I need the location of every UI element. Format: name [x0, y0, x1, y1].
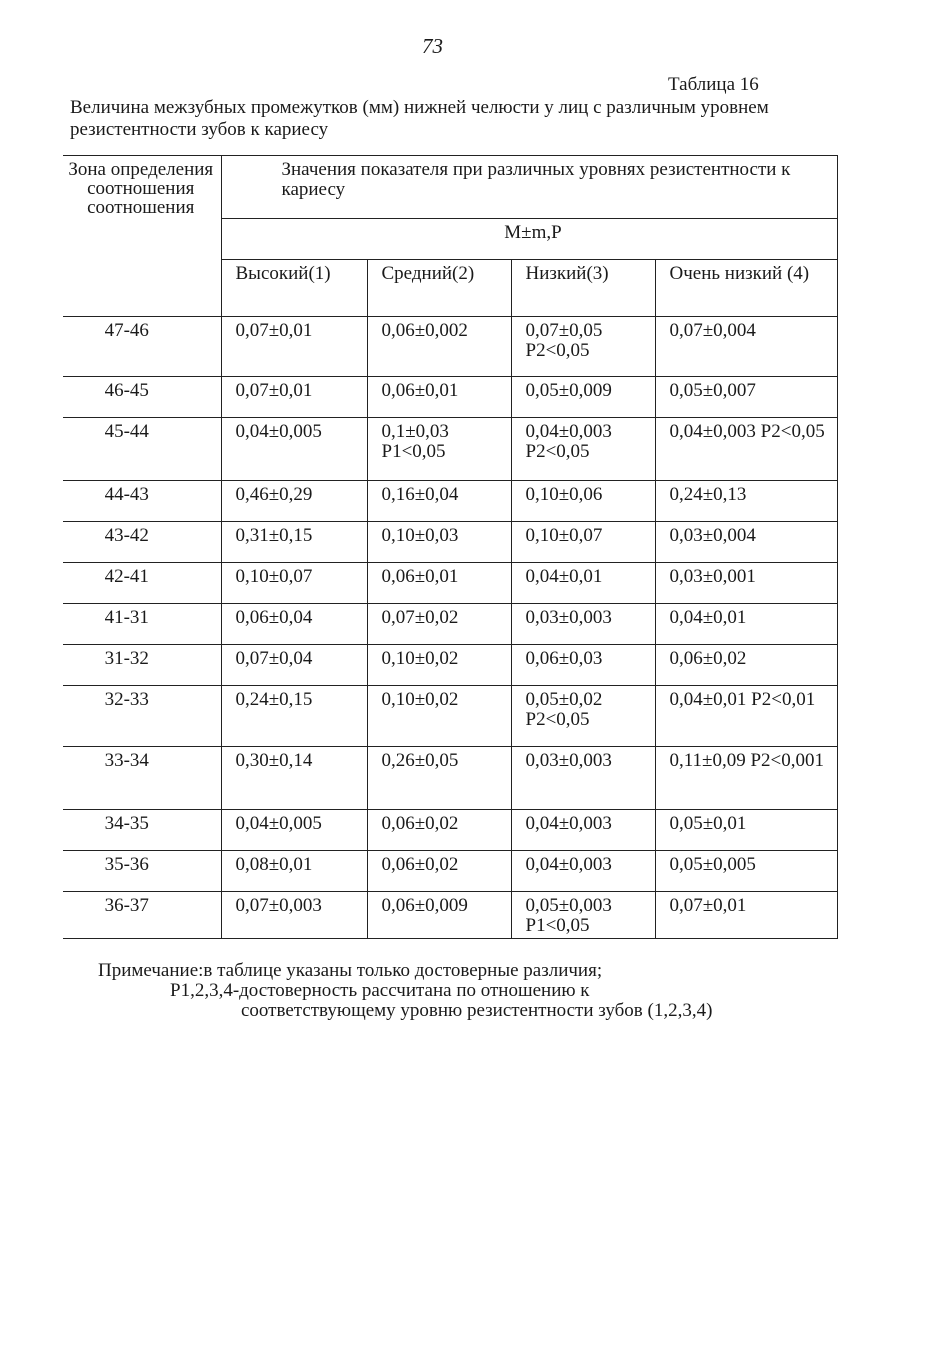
value-cell: 0,10±0,03 [367, 522, 511, 563]
value-cell: 0,1±0,03 P1<0,05 [367, 418, 511, 481]
value-cell: 0,07±0,04 [221, 645, 367, 686]
value-cell: 0,06±0,02 [655, 645, 837, 686]
note-line-2: P1,2,3,4-достоверность рассчитана по отношению к [170, 980, 590, 1001]
value-cell: 0,46±0,29 [221, 481, 367, 522]
value-cell: 0,06±0,01 [367, 377, 511, 418]
zone-cell: 47-46 [63, 317, 221, 377]
value-cell: 0,10±0,02 [367, 645, 511, 686]
table-row [63, 645, 837, 686]
zone-cell: 34-35 [63, 810, 221, 851]
zone-cell: 41-31 [63, 604, 221, 645]
value-cell: 0,30±0,14 [221, 747, 367, 810]
value-cell: 0,07±0,004 [655, 317, 837, 377]
table-row [63, 747, 837, 810]
value-cell: 0,07±0,01 [221, 317, 367, 377]
value-cell: 0,26±0,05 [367, 747, 511, 810]
value-cell: 0,05±0,005 [655, 851, 837, 892]
zone-cell: 46-45 [63, 377, 221, 418]
zone-header: Зона определения соотношения соотношения [63, 156, 221, 317]
table-caption: Величина межзубных промежутков (мм) нижней челюсти у лиц с различным уровнем резистентности зубов к кариесу [70, 97, 769, 140]
value-cell: 0,04±0,005 [221, 810, 367, 851]
zone-cell: 44-43 [63, 481, 221, 522]
value-cell: 0,10±0,06 [511, 481, 655, 522]
value-cell: 0,04±0,01 P2<0,01 [655, 686, 837, 747]
note-line-1: Примечание:в таблице указаны только достоверные различия; [98, 960, 603, 981]
zone-cell: 35-36 [63, 851, 221, 892]
value-cell: 0,06±0,02 [367, 851, 511, 892]
value-cell: 0,06±0,002 [367, 317, 511, 377]
value-cell: 0,08±0,01 [221, 851, 367, 892]
value-cell: 0,04±0,005 [221, 418, 367, 481]
value-cell: 0,06±0,01 [367, 563, 511, 604]
data-table [63, 155, 838, 939]
value-cell: 0,10±0,02 [367, 686, 511, 747]
value-cell: 0,06±0,009 [367, 892, 511, 939]
value-cell: 0,03±0,001 [655, 563, 837, 604]
value-cell: 0,24±0,15 [221, 686, 367, 747]
table-row [63, 810, 837, 851]
value-cell: 0,10±0,07 [221, 563, 367, 604]
value-cell: 0,04±0,003 P2<0,05 [655, 418, 837, 481]
value-cell: 0,05±0,007 [655, 377, 837, 418]
table-row [63, 522, 837, 563]
value-cell: 0,05±0,009 [511, 377, 655, 418]
table-row [63, 604, 837, 645]
value-cell: 0,24±0,13 [655, 481, 837, 522]
value-cell: 0,04±0,003 [511, 810, 655, 851]
zone-cell: 32-33 [63, 686, 221, 747]
value-cell: 0,07±0,01 [655, 892, 837, 939]
zone-cell: 42-41 [63, 563, 221, 604]
zone-cell: 36-37 [63, 892, 221, 939]
table-row [63, 377, 837, 418]
value-cell: 0,31±0,15 [221, 522, 367, 563]
zone-cell: 31-32 [63, 645, 221, 686]
header-row [63, 156, 837, 219]
table-row [63, 317, 837, 377]
value-cell: 0,07±0,05 P2<0,05 [511, 317, 655, 377]
value-cell: 0,11±0,09 P2<0,001 [655, 747, 837, 810]
value-cell: 0,03±0,003 [511, 604, 655, 645]
level-header-very-low: Очень низкий (4) [655, 260, 837, 317]
level-header-high: Высокий(1) [221, 260, 367, 317]
table-note [98, 961, 712, 1021]
value-cell: 0,04±0,003 P2<0,05 [511, 418, 655, 481]
table-row [63, 851, 837, 892]
table-row [63, 686, 837, 747]
note-line-3: соответствующему уровню резистентности зубов (1,2,3,4) [241, 1000, 713, 1021]
value-cell: 0,05±0,01 [655, 810, 837, 851]
level-header-low: Низкий(3) [511, 260, 655, 317]
table-row [63, 892, 837, 939]
value-cell: 0,03±0,004 [655, 522, 837, 563]
value-cell: 0,16±0,04 [367, 481, 511, 522]
value-cell: 0,04±0,01 [511, 563, 655, 604]
level-header-medium: Средний(2) [367, 260, 511, 317]
zone-cell: 45-44 [63, 418, 221, 481]
table-row [63, 481, 837, 522]
value-cell: 0,03±0,003 [511, 747, 655, 810]
value-cell: 0,07±0,003 [221, 892, 367, 939]
value-cell: 0,10±0,07 [511, 522, 655, 563]
table-label: Таблица 16 [668, 74, 759, 95]
table-row [63, 563, 837, 604]
value-cell: 0,06±0,02 [367, 810, 511, 851]
value-cell: 0,07±0,01 [221, 377, 367, 418]
mmp-header: M±m,P [221, 219, 837, 260]
value-cell: 0,05±0,02 P2<0,05 [511, 686, 655, 747]
main-header: Значения показателя при различных уровнях резистентности к кариесу [221, 156, 837, 219]
value-cell: 0,06±0,03 [511, 645, 655, 686]
value-cell: 0,04±0,003 [511, 851, 655, 892]
value-cell: 0,07±0,02 [367, 604, 511, 645]
value-cell: 0,06±0,04 [221, 604, 367, 645]
value-cell: 0,04±0,01 [655, 604, 837, 645]
page-number: 73 [422, 34, 443, 58]
value-cell: 0,05±0,003 P1<0,05 [511, 892, 655, 939]
zone-cell: 43-42 [63, 522, 221, 563]
table-row [63, 418, 837, 481]
zone-cell: 33-34 [63, 747, 221, 810]
